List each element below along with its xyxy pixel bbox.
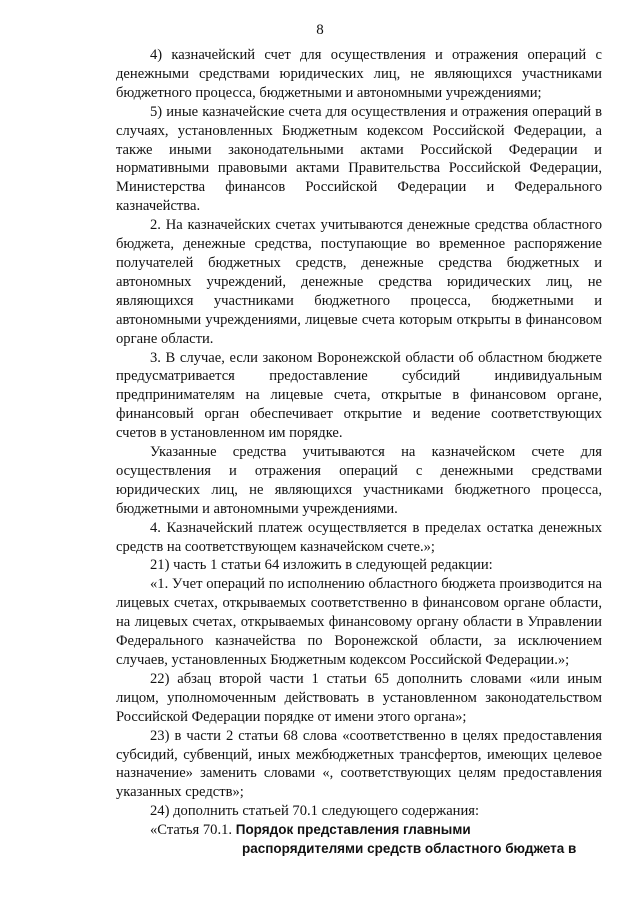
paragraph-part-2: 2. На казначейских счетах учитываются денежные средства областного бюджета, денежные средства, поступающие во временное распоряжение получателей бюджетных средств, денежные средства бюджетных и автономных учреждений, денежные средства юридических лиц, не являющихся участниками бюджетного процесса, бюджетными и автономными учреждениями, лицевые счета которым открыты в финансовом органе области. xyxy=(116,217,602,347)
paragraph-funds-note: Указанные средства учитываются на казначейском счете для осуществления и отражения операций с денежными средствами юридических лиц, не являющихся участниками бюджетного процесса, бюджетными и автономными учреждениями. xyxy=(116,444,602,517)
article-prefix: «Статья 70.1. xyxy=(150,822,233,839)
paragraph-amendment-22: 22) абзац второй части 1 статьи 65 дополнить словами «или иным лицом, уполномоченным действовать в установленном законодательством Российской Федерации порядке от имени этого органа»; xyxy=(116,670,602,725)
paragraph-amendment-21: 21) часть 1 статьи 64 изложить в следующей редакции: xyxy=(150,557,493,574)
article-title-line2: распорядителями средств областного бюджета в xyxy=(242,841,577,857)
paragraph-amendment-21-text: «1. Учет операций по исполнению областного бюджета производится на лицевых счетах, открываемых соответственно в финансовом органе области, на лицевых счетах, открываемых финансовому органу области в Управлении Федерального казначейства по Воронежской области, за исключением случаев, установленных Бюджетным кодексом Российской Федерации.»; xyxy=(116,576,602,668)
paragraph-amendment-23: 23) в части 2 статьи 68 слова «соответственно в целях предоставления субсидий, субвенций, иных межбюджетных трансфертов, имеющих целевое назначение» заменить словами «, соответствующих целям предоставления указанных средств»; xyxy=(116,727,602,801)
paragraph-part-3: 3. В случае, если законом Воронежской области об областном бюджете предусматривается предоставление субсидий индивидуальным предпринимателям на лицевые счета, открытые в финансовом органе, финансовый орган обеспечивает открытие и ведение соответствующих счетов в установленном им порядке. xyxy=(116,349,602,442)
paragraph-part-4: 4. Казначейский платеж осуществляется в пределах остатка денежных средств на соответствующем казначейском счете.»; xyxy=(116,519,602,555)
paragraph-amendment-24: 24) дополнить статьей 70.1 следующего содержания: xyxy=(150,803,480,820)
article-title-line1: Порядок представления главными xyxy=(235,822,471,838)
article-heading xyxy=(116,821,602,859)
paragraph-item-5: 5) иные казначейские счета для осуществления и отражения операций в случаях, установленных Бюджетным кодексом Российской Федерации, а также иными законодательными актами Российской Федерации и нормативными правовыми актами Правительства Российской Федерации, Министерства финансов Российской Федерации и Федерального казначейства. xyxy=(116,103,602,215)
document-body xyxy=(116,46,602,859)
paragraph-item-4: 4) казначейский счет для осуществления и отражения операций с денежными средствами юридических лиц, не являющихся участниками бюджетного процесса, бюджетными и автономными учреждениями; xyxy=(116,47,602,101)
page-number: 8 xyxy=(316,22,324,38)
